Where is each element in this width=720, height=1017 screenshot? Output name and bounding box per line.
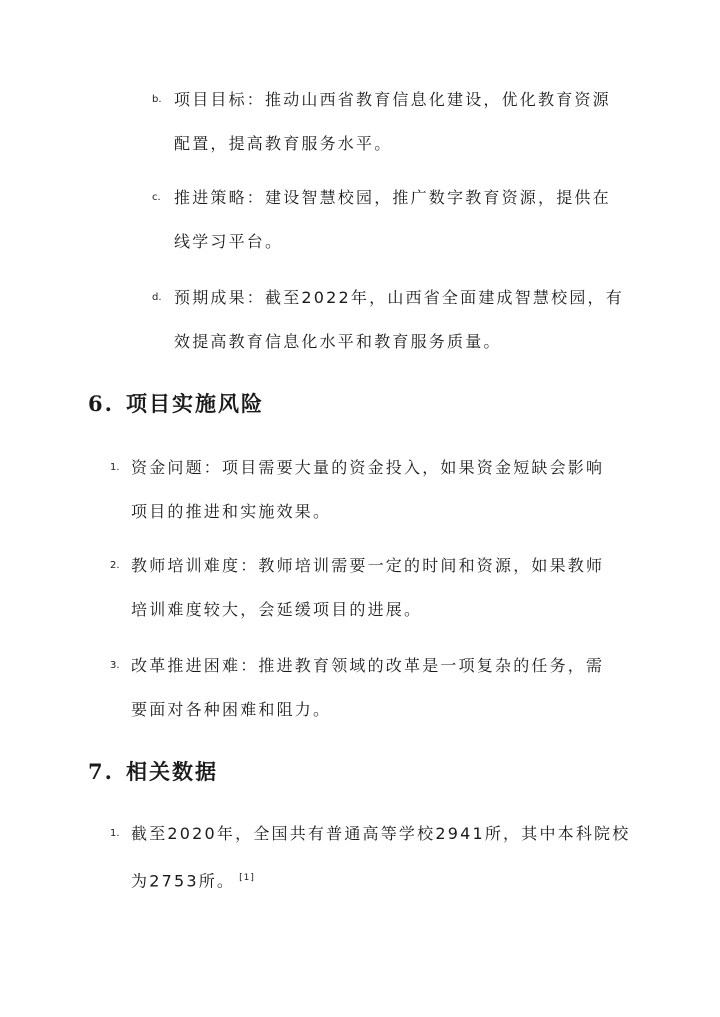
list-marker: b. [152, 94, 162, 105]
list-item-text-line1: 项目目标：推动山西省教育信息化建设，优化教育资源 [174, 90, 611, 109]
section-title: 相关数据 [126, 760, 218, 784]
list-item-text-line1: 截至2020年，全国共有普通高等学校2941所，其中本科院校 [131, 824, 631, 843]
list-item-text-line1: 预期成果：截至2022年，山西省全面建成智慧校园，有 [174, 288, 624, 307]
section-number: 7. [88, 759, 114, 784]
list-marker: 3. [110, 660, 120, 671]
list-item-text-line2: 线学习平台。 [174, 232, 284, 251]
citation-ref: [1] [239, 873, 255, 883]
section-heading-7 [88, 756, 218, 786]
section-heading-6 [88, 388, 264, 418]
list-marker: 1. [110, 828, 120, 839]
list-marker: 1. [110, 462, 120, 473]
list-marker: 2. [110, 560, 120, 571]
list-item-text-line1: 改革推进困难：推进教育领域的改革是一项复杂的任务，需 [131, 656, 605, 675]
list-item-text-line2: 为2753所。 [131, 871, 236, 891]
list-item-text-line2: 效提高教育信息化水平和教育服务质量。 [174, 332, 502, 351]
section-title: 项目实施风险 [126, 392, 264, 416]
list-marker: d. [152, 292, 162, 303]
list-item-text-line1: 推进策略：建设智慧校园，推广数字教育资源，提供在 [174, 188, 611, 207]
list-item-text-line1: 教师培训难度：教师培训需要一定的时间和资源，如果教师 [131, 556, 605, 575]
list-item-text-line1: 资金问题：项目需要大量的资金投入，如果资金短缺会影响 [131, 458, 605, 477]
list-item-text-line2: 要面对各种困难和阻力。 [131, 700, 332, 719]
list-marker: c. [152, 192, 161, 203]
list-item-text-line2: 配置，提高教育服务水平。 [174, 134, 393, 153]
list-item-text-line2: 项目的推进和实施效果。 [131, 502, 332, 521]
section-number: 6. [88, 391, 114, 416]
list-item-text-line2: 培训难度较大，会延缓项目的进展。 [131, 600, 423, 619]
list-item-text-line2-wrap [131, 854, 255, 905]
